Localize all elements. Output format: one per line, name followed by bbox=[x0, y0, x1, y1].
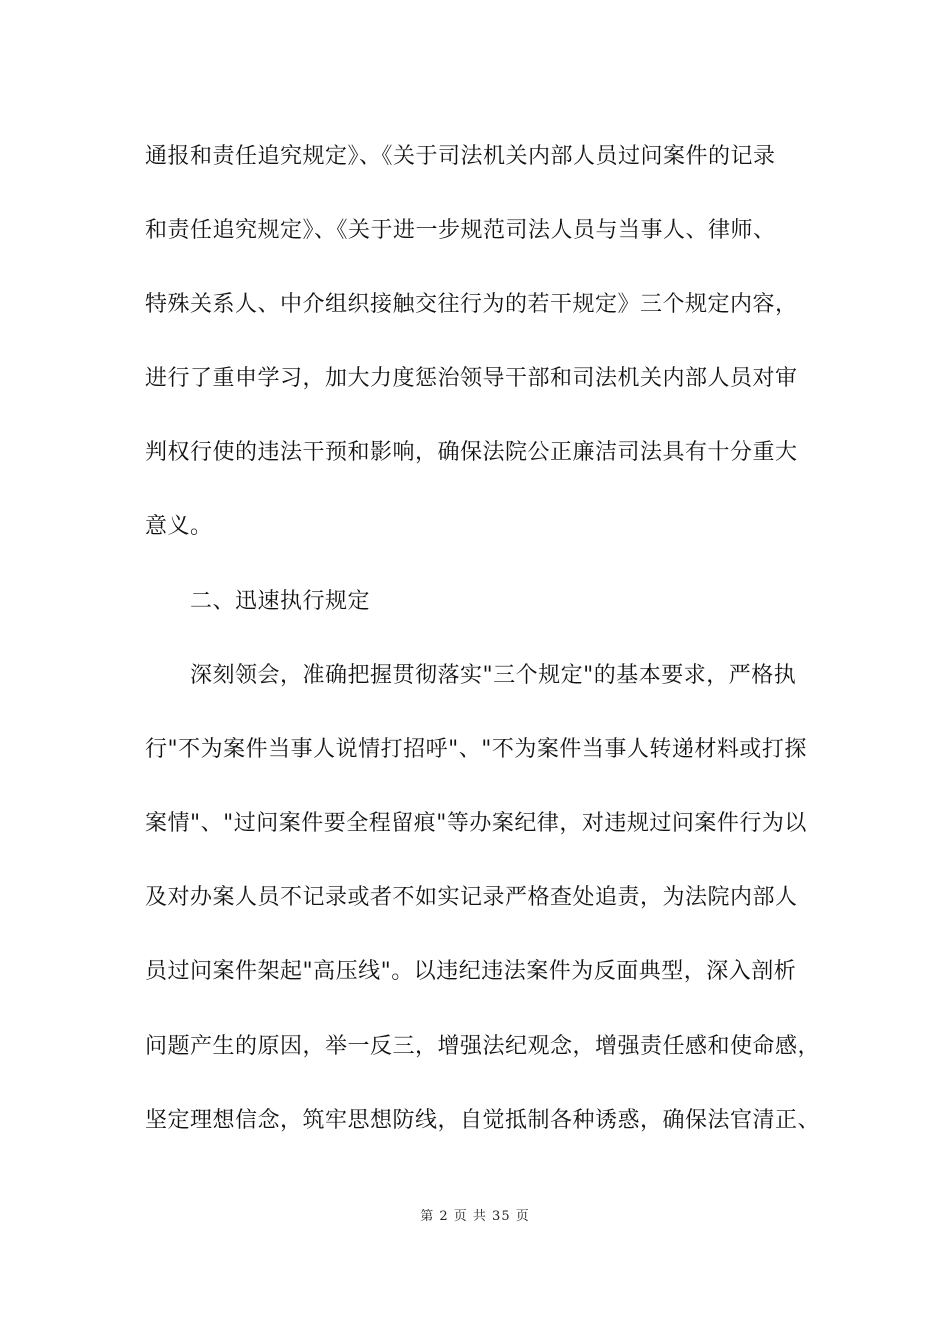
body-line-11: 及对办案人员不记录或者不如实记录严格查处追责，为法院内部人 bbox=[145, 885, 798, 910]
body-line-12: 员过问案件架起"高压线"。以违纪违法案件为反面典型，深入剖析 bbox=[145, 959, 797, 984]
section-heading: 二、迅速执行规定 bbox=[190, 589, 371, 614]
page-footer: 第 2 页 共 35 页 bbox=[420, 1209, 530, 1224]
body-line-5: 判权行使的违法干预和影响，确保法院公正廉洁司法具有十分重大 bbox=[145, 440, 798, 465]
body-line-2: 和责任追究规定》、《关于进一步规范司法人员与当事人、律师、 bbox=[145, 218, 776, 243]
body-line-14: 坚定理想信念，筑牢思想防线，自觉抵制各种诱惑，确保法官清正、 bbox=[145, 1108, 821, 1133]
body-line-4: 进行了重申学习，加大力度惩治领导干部和司法机关内部人员对审 bbox=[145, 366, 798, 391]
body-line-10: 案情"、"过问案件要全程留痕"等办案纪律，对违规过问案件行为以 bbox=[145, 811, 807, 836]
body-line-1: 通报和责任追究规定》、《关于司法机关内部人员过问案件的记录 bbox=[145, 144, 776, 169]
body-line-9: 行"不为案件当事人说情打招呼"、"不为案件当事人转递材料或打探 bbox=[145, 737, 807, 762]
body-line-13: 问题产生的原因，举一反三，增强法纪观念，增强责任感和使命感， bbox=[145, 1034, 821, 1059]
body-line-3: 特殊关系人、中介组织接触交往行为的若干规定》三个规定内容， bbox=[145, 292, 798, 317]
body-line-6: 意义。 bbox=[145, 514, 213, 539]
body-line-8: 深刻领会，准确把握贯彻落实"三个规定"的基本要求，严格执 bbox=[190, 663, 797, 688]
